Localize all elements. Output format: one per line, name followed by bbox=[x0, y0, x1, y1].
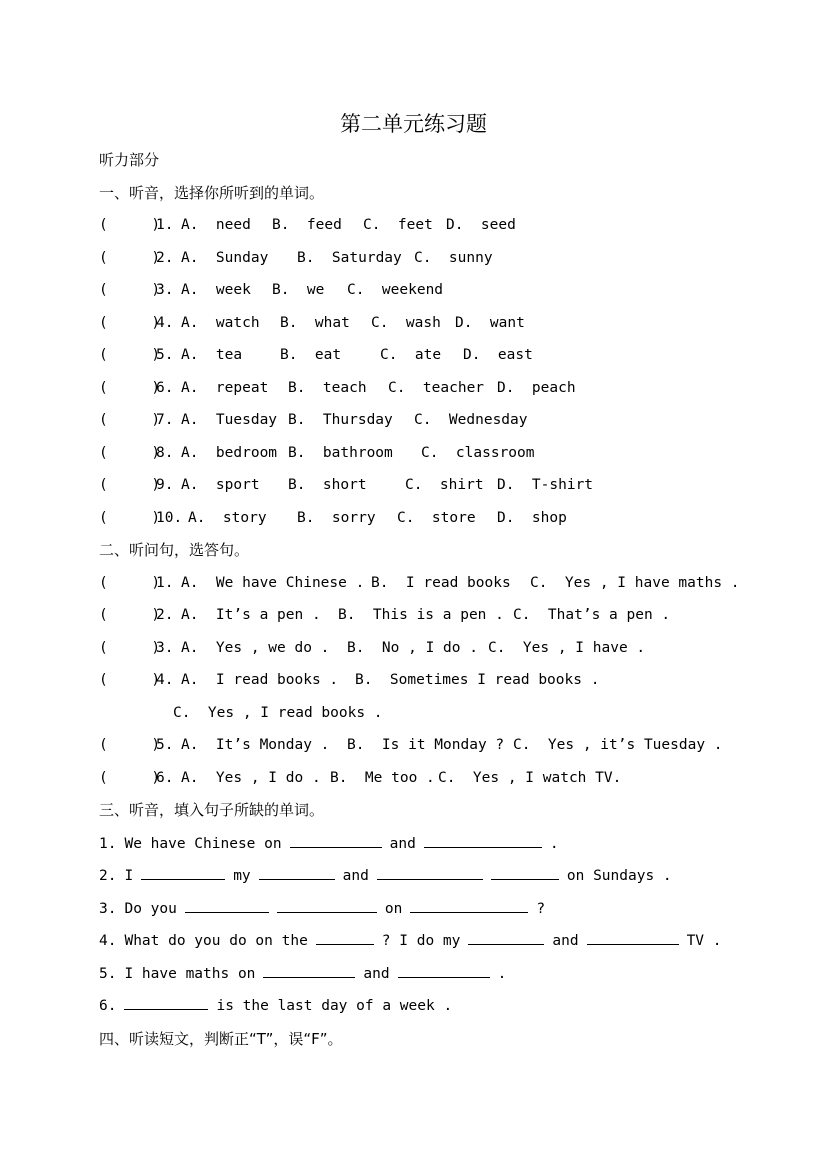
part2-option: A. I read books . bbox=[181, 672, 339, 688]
part1-item-number: 6. bbox=[156, 380, 174, 396]
part2-option: B. Is it Monday ? bbox=[347, 737, 505, 753]
part1-item-number: 3. bbox=[156, 282, 174, 298]
part1-option: A. story bbox=[188, 510, 267, 526]
part2-item-number: 2. bbox=[156, 607, 174, 623]
fill-sentence bbox=[99, 963, 514, 983]
part2-option: A. Yes , we do . bbox=[181, 640, 330, 656]
part1-answer-paren[interactable]: ( ) bbox=[99, 217, 161, 233]
part1-option: C. teacher bbox=[388, 380, 485, 396]
sentence-text: and bbox=[552, 933, 579, 949]
part2-option: C. Yes , it’s Tuesday . bbox=[513, 737, 723, 753]
part1-answer-paren[interactable]: ( ) bbox=[99, 380, 161, 396]
part1-item bbox=[99, 378, 799, 398]
answer-blank[interactable] bbox=[277, 898, 377, 913]
fill-sentence bbox=[99, 930, 730, 950]
part1-option: A. sport bbox=[181, 477, 260, 493]
sentence-text: . bbox=[497, 966, 507, 982]
sentence-number: 6. bbox=[99, 998, 117, 1014]
part1-option: B. sorry bbox=[297, 510, 376, 526]
part2-answer-paren[interactable]: ( ) bbox=[99, 737, 161, 753]
part1-option: B. eat bbox=[280, 347, 342, 363]
answer-blank[interactable] bbox=[587, 930, 679, 945]
fill-sentence bbox=[99, 833, 567, 853]
part2-item bbox=[99, 735, 799, 755]
part2-item-number: 3. bbox=[156, 640, 174, 656]
part1-option: D. seed bbox=[446, 217, 516, 233]
sentence-text: What do you do on the bbox=[124, 933, 308, 949]
part2-option: C. Yes , I have maths . bbox=[530, 575, 740, 591]
part2-item bbox=[99, 638, 799, 658]
sentence-text: ? I do my bbox=[381, 933, 461, 949]
sentence-number: 3. bbox=[99, 901, 117, 917]
part1-option: D. east bbox=[463, 347, 533, 363]
part1-option: C. shirt bbox=[405, 477, 484, 493]
part2-answer-paren[interactable]: ( ) bbox=[99, 575, 161, 591]
part1-answer-paren[interactable]: ( ) bbox=[99, 412, 161, 428]
fill-sentence bbox=[99, 995, 460, 1015]
section-listening: 听力部分 bbox=[99, 151, 160, 169]
part1-option: C. feet bbox=[363, 217, 433, 233]
answer-blank[interactable] bbox=[424, 833, 542, 848]
answer-blank[interactable] bbox=[263, 963, 355, 978]
part1-option: B. we bbox=[272, 282, 325, 298]
sentence-text: and bbox=[342, 868, 369, 884]
part1-item bbox=[99, 410, 799, 430]
part1-item bbox=[99, 248, 799, 268]
answer-blank[interactable] bbox=[316, 930, 374, 945]
part1-option: D. shop bbox=[497, 510, 567, 526]
sentence-text: and bbox=[363, 966, 390, 982]
sentence-number: 5. bbox=[99, 966, 117, 982]
answer-blank[interactable] bbox=[377, 865, 483, 880]
part1-option: C. wash bbox=[371, 315, 441, 331]
sentence-text: I bbox=[124, 868, 134, 884]
part2-option: B. I read books bbox=[371, 575, 511, 591]
sentence-text: my bbox=[233, 868, 251, 884]
answer-blank[interactable] bbox=[124, 995, 208, 1010]
part1-option: B. Saturday bbox=[297, 250, 402, 266]
part2-item bbox=[99, 605, 799, 625]
part2-option: A. We have Chinese . bbox=[181, 575, 365, 591]
part1-option: A. bedroom bbox=[181, 445, 278, 461]
sentence-number: 4. bbox=[99, 933, 117, 949]
part2-option: C. Yes , I watch TV. bbox=[438, 770, 622, 786]
part1-option: B. teach bbox=[288, 380, 367, 396]
part1-option: A. week bbox=[181, 282, 251, 298]
part2-option: B. Sometimes I read books . bbox=[355, 672, 600, 688]
part1-option: A. tea bbox=[181, 347, 243, 363]
sentence-text: is the last day of a week . bbox=[216, 998, 453, 1014]
part2-item-number: 4. bbox=[156, 672, 174, 688]
fill-sentence bbox=[99, 898, 553, 918]
part1-answer-paren[interactable]: ( ) bbox=[99, 510, 161, 526]
part1-item bbox=[99, 475, 799, 495]
sentence-number: 1. bbox=[99, 836, 117, 852]
part1-option: C. ate bbox=[380, 347, 442, 363]
part1-option: B. feed bbox=[272, 217, 342, 233]
part2-item bbox=[99, 573, 799, 593]
part2-item-number: 5. bbox=[156, 737, 174, 753]
part1-option: A. Tuesday bbox=[181, 412, 278, 428]
part2-item4-option-c: C. Yes , I read books . bbox=[173, 705, 383, 721]
part2-item-number: 1. bbox=[156, 575, 174, 591]
page-title: 第二单元练习题 bbox=[340, 112, 487, 136]
part1-item-number: 7. bbox=[156, 412, 174, 428]
part1-option: B. what bbox=[280, 315, 350, 331]
answer-blank[interactable] bbox=[185, 898, 269, 913]
part2-option: C. That’s a pen . bbox=[513, 607, 671, 623]
part1-option: C. sunny bbox=[414, 250, 493, 266]
part1-option: C. classroom bbox=[421, 445, 535, 461]
part3-heading: 三、听音，填入句子所缺的单词。 bbox=[99, 801, 325, 819]
part1-item bbox=[99, 508, 799, 528]
part1-option: B. short bbox=[288, 477, 367, 493]
part1-answer-paren[interactable]: ( ) bbox=[99, 445, 161, 461]
sentence-text: and bbox=[389, 836, 416, 852]
answer-blank[interactable] bbox=[141, 865, 225, 880]
part1-item bbox=[99, 280, 799, 300]
sentence-text: . bbox=[549, 836, 559, 852]
sentence-text: I have maths on bbox=[124, 966, 256, 982]
part1-option: C. weekend bbox=[347, 282, 444, 298]
part1-item-number: 9. bbox=[156, 477, 174, 493]
part1-answer-paren[interactable]: ( ) bbox=[99, 250, 161, 266]
part1-item-number: 10. bbox=[156, 510, 183, 526]
part1-option: D. T-shirt bbox=[497, 477, 594, 493]
part1-option: A. need bbox=[181, 217, 251, 233]
part2-item bbox=[99, 670, 799, 690]
part2-option: A. It’s a pen . bbox=[181, 607, 321, 623]
part1-option: A. repeat bbox=[181, 380, 269, 396]
part2-option: B. This is a pen . bbox=[338, 607, 504, 623]
part1-item bbox=[99, 215, 799, 235]
part2-option: B. No , I do . bbox=[347, 640, 478, 656]
part2-answer-paren[interactable]: ( ) bbox=[99, 640, 161, 656]
part1-answer-paren[interactable]: ( ) bbox=[99, 282, 161, 298]
part2-answer-paren[interactable]: ( ) bbox=[99, 770, 161, 786]
part1-item bbox=[99, 313, 799, 333]
part2-option: B. Me too . bbox=[330, 770, 435, 786]
part1-item-number: 5. bbox=[156, 347, 174, 363]
answer-blank[interactable] bbox=[491, 865, 559, 880]
part1-item-number: 4. bbox=[156, 315, 174, 331]
part1-answer-paren[interactable]: ( ) bbox=[99, 347, 161, 363]
part1-item-number: 2. bbox=[156, 250, 174, 266]
sentence-text: on bbox=[384, 901, 403, 917]
answer-blank[interactable] bbox=[290, 833, 382, 848]
sentence-text: We have Chinese on bbox=[124, 836, 282, 852]
part2-option: A. It’s Monday . bbox=[181, 737, 330, 753]
part1-option: C. Wednesday bbox=[414, 412, 528, 428]
sentence-text: ? bbox=[536, 901, 546, 917]
sentence-text: on Sundays . bbox=[566, 868, 672, 884]
part1-option: A. watch bbox=[181, 315, 260, 331]
answer-blank[interactable] bbox=[398, 963, 490, 978]
part1-heading: 一、听音，选择你所听到的单词。 bbox=[99, 184, 325, 202]
part2-answer-paren[interactable]: ( ) bbox=[99, 607, 161, 623]
answer-blank[interactable] bbox=[410, 898, 528, 913]
answer-blank[interactable] bbox=[468, 930, 544, 945]
part1-item bbox=[99, 345, 799, 365]
part1-answer-paren[interactable]: ( ) bbox=[99, 315, 161, 331]
part1-option: B. Thursday bbox=[288, 412, 393, 428]
sentence-text: Do you bbox=[124, 901, 177, 917]
part1-option: B. bathroom bbox=[288, 445, 393, 461]
part2-item-number: 6. bbox=[156, 770, 174, 786]
part2-item bbox=[99, 768, 799, 788]
part1-option: D. peach bbox=[497, 380, 576, 396]
part1-option: A. Sunday bbox=[181, 250, 269, 266]
part2-option: A. Yes , I do . bbox=[181, 770, 321, 786]
answer-blank[interactable] bbox=[259, 865, 335, 880]
part1-item bbox=[99, 443, 799, 463]
part1-option: D. want bbox=[455, 315, 525, 331]
part1-item-number: 1. bbox=[156, 217, 174, 233]
sentence-text: TV . bbox=[686, 933, 722, 949]
part2-option: C. Yes , I have . bbox=[488, 640, 646, 656]
sentence-number: 2. bbox=[99, 868, 117, 884]
fill-sentence bbox=[99, 865, 680, 885]
part4-heading: 四、听读短文，判断正“T”，误“F”。 bbox=[99, 1030, 343, 1048]
part1-option: C. store bbox=[397, 510, 476, 526]
part2-answer-paren[interactable]: ( ) bbox=[99, 672, 161, 688]
part1-answer-paren[interactable]: ( ) bbox=[99, 477, 161, 493]
part2-heading: 二、听问句，选答句。 bbox=[99, 541, 250, 559]
part1-item-number: 8. bbox=[156, 445, 174, 461]
